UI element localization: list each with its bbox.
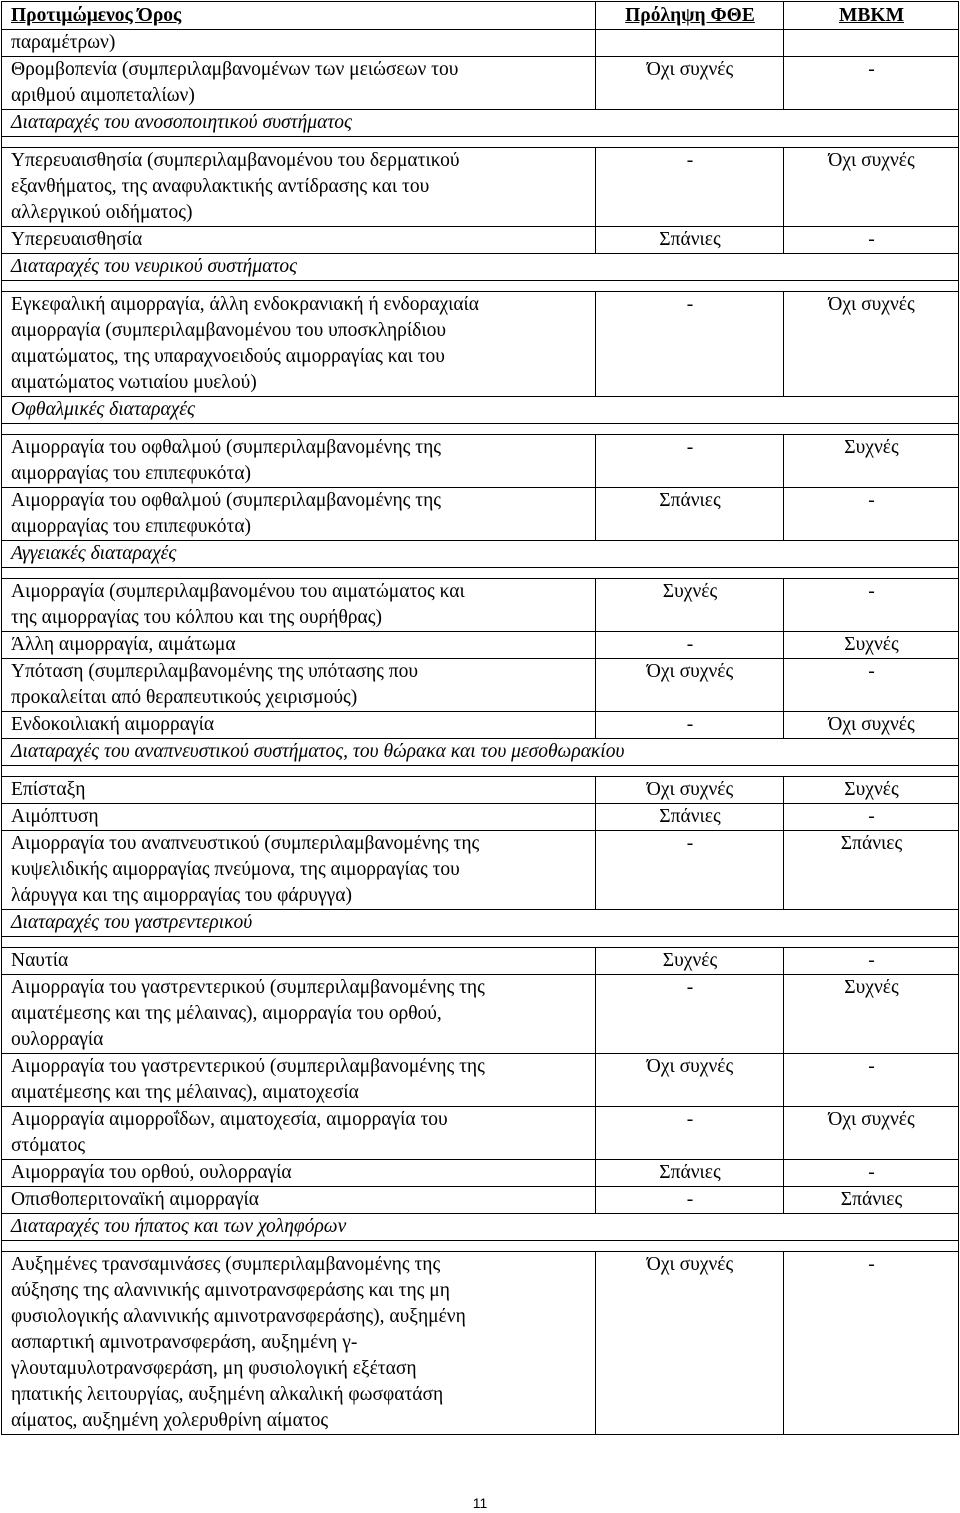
preferred-term-cell: Υπερευαισθησία [2, 227, 596, 254]
mbkm-frequency-cell: - [784, 948, 959, 975]
mbkm-frequency-cell: Συχνές [784, 632, 959, 659]
table-row [2, 30, 959, 57]
spacer-row [2, 424, 959, 435]
prevention-frequency-cell: Όχι συχνές [596, 659, 784, 712]
mbkm-frequency-cell: Όχι συχνές [784, 292, 959, 397]
spacer-cell [2, 568, 959, 579]
mbkm-frequency-cell: Συχνές [784, 975, 959, 1054]
prevention-frequency-cell: Συχνές [596, 579, 784, 632]
preferred-term-cell: Αιμορραγία του γαστρεντερικού (συμπεριλαμβανομένης της αιματέμεσης και της μέλαινας), αιμορραγία του ορθού, ουλορραγία [2, 975, 596, 1054]
preferred-term-cell: Ναυτία [2, 948, 596, 975]
mbkm-frequency-cell: - [784, 1054, 959, 1107]
page-number: 11 [472, 1495, 488, 1511]
prevention-frequency-cell: Σπάνιες [596, 1160, 784, 1187]
prevention-frequency-cell: - [596, 148, 784, 227]
section-heading-row [2, 397, 959, 424]
adverse-reactions-table [1, 1, 959, 1435]
spacer-row [2, 937, 959, 948]
section-heading: Διαταραχές του νευρικού συστήματος [2, 254, 959, 281]
mbkm-frequency-cell: Συχνές [784, 777, 959, 804]
mbkm-frequency-cell: - [784, 57, 959, 110]
preferred-term-cell: Υπερευαισθησία (συμπεριλαμβανομένου του δερματικού εξανθήματος, της αναφυλακτικής αντίδρασης και του αλλεργικού οιδήματος) [2, 148, 596, 227]
table-header-row [2, 2, 959, 30]
prevention-frequency-cell: Συχνές [596, 948, 784, 975]
spacer-row [2, 281, 959, 292]
prevention-frequency-cell: - [596, 1187, 784, 1214]
prevention-frequency-cell: - [596, 975, 784, 1054]
preferred-term-cell: Επίσταξη [2, 777, 596, 804]
header-mbkm: ΜΒΚΜ [784, 2, 959, 30]
preferred-term-cell: Οπισθοπεριτοναϊκή αιμορραγία [2, 1187, 596, 1214]
spacer-row [2, 1241, 959, 1252]
mbkm-frequency-cell: - [784, 579, 959, 632]
prevention-frequency-cell: Σπάνιες [596, 804, 784, 831]
table-row [2, 975, 959, 1054]
preferred-term-cell: Αιμορραγία του οφθαλμού (συμπεριλαμβανομένης της αιμορραγίας του επιπεφυκότα) [2, 435, 596, 488]
preferred-term-cell: Θρομβοπενία (συμπεριλαμβανομένων των μειώσεων του αριθμού αιμοπεταλίων) [2, 57, 596, 110]
preferred-term-cell: Αιμορραγία του οφθαλμού (συμπεριλαμβανομένης της αιμορραγίας του επιπεφυκότα) [2, 488, 596, 541]
table-row [2, 804, 959, 831]
table-row [2, 292, 959, 397]
spacer-cell [2, 424, 959, 435]
preferred-term-cell: Εγκεφαλική αιμορραγία, άλλη ενδοκρανιακή ή ενδοραχιαία αιμορραγία (συμπεριλαμβανομένου του υποσκληρίδιου αιματώματος, της υπαραχνοειδούς αιμορραγίας και του αιματώματος νωτιαίου μυελού) [2, 292, 596, 397]
table-row [2, 579, 959, 632]
preferred-term-cell: Ενδοκοιλιακή αιμορραγία [2, 712, 596, 739]
section-heading-row [2, 1214, 959, 1241]
prevention-frequency-cell [596, 30, 784, 57]
spacer-cell [2, 1241, 959, 1252]
table-row [2, 632, 959, 659]
table-row [2, 1107, 959, 1160]
mbkm-frequency-cell: - [784, 227, 959, 254]
mbkm-frequency-cell: Όχι συχνές [784, 712, 959, 739]
section-heading-row [2, 910, 959, 937]
header-preferred-term: Προτιμώμενος Όρος [2, 2, 596, 30]
preferred-term-cell: Αιμορραγία αιμορροΐδων, αιματοχεσία, αιμορραγία του στόματος [2, 1107, 596, 1160]
table-row [2, 488, 959, 541]
mbkm-frequency-cell: Σπάνιες [784, 1187, 959, 1214]
table-row [2, 831, 959, 910]
section-heading-row [2, 110, 959, 137]
mbkm-frequency-cell: Όχι συχνές [784, 148, 959, 227]
section-heading: Διαταραχές του ανοσοποιητικού συστήματος [2, 110, 959, 137]
spacer-row [2, 766, 959, 777]
section-heading-row [2, 739, 959, 766]
section-heading: Οφθαλμικές διαταραχές [2, 397, 959, 424]
mbkm-frequency-cell: - [784, 659, 959, 712]
table-row [2, 777, 959, 804]
prevention-frequency-cell: Όχι συχνές [596, 777, 784, 804]
preferred-term-cell: Αιμορραγία (συμπεριλαμβανομένου του αιματώματος και της αιμορραγίας του κόλπου και της ουρήθρας) [2, 579, 596, 632]
mbkm-frequency-cell: - [784, 804, 959, 831]
table-row [2, 1054, 959, 1107]
table-row [2, 227, 959, 254]
prevention-frequency-cell: - [596, 831, 784, 910]
header-prevention: Πρόληψη ΦΘΕ [596, 2, 784, 30]
preferred-term-cell: Υπόταση (συμπεριλαμβανομένης της υπότασης που προκαλείται από θεραπευτικούς χειρισμούς) [2, 659, 596, 712]
spacer-row [2, 568, 959, 579]
table-row [2, 1187, 959, 1214]
preferred-term-cell: παραμέτρων) [2, 30, 596, 57]
section-heading-row [2, 541, 959, 568]
table-row [2, 659, 959, 712]
preferred-term-cell: Αιμορραγία του αναπνευστικού (συμπεριλαμβανομένης της κυψελιδικής αιμορραγίας πνεύμονα, της αιμορραγίας του λάρυγγα και της αιμορραγίας του φάρυγγα) [2, 831, 596, 910]
mbkm-frequency-cell: Συχνές [784, 435, 959, 488]
table-body [2, 2, 959, 1435]
table-row [2, 1160, 959, 1187]
section-heading: Διαταραχές του αναπνευστικού συστήματος, του θώρακα και του μεσοθωρακίου [2, 739, 959, 766]
mbkm-frequency-cell: Όχι συχνές [784, 1107, 959, 1160]
mbkm-frequency-cell: - [784, 488, 959, 541]
preferred-term-cell: Αυξημένες τρανσαμινάσες (συμπεριλαμβανομένης της αύξησης της αλανινικής αμινοτρανσφεράσης και της μη φυσιολογικής αλανινικής αμινοτρανσφεράσης), αυξημένη ασπαρτική αμινοτρανσφεράση, αυξημένη γ- γλουταμυλοτρανσφεράση, μη φυσιολογική εξέταση ηπατικής λειτουργίας, αυξημένη αλκαλική φωσφατάση αίματος, αυξημένη χολερυθρίνη αίματος [2, 1252, 596, 1435]
preferred-term-cell: Άλλη αιμορραγία, αιμάτωμα [2, 632, 596, 659]
mbkm-frequency-cell: - [784, 1252, 959, 1435]
spacer-cell [2, 137, 959, 148]
mbkm-frequency-cell [784, 30, 959, 57]
table-row [2, 948, 959, 975]
spacer-cell [2, 766, 959, 777]
prevention-frequency-cell: - [596, 712, 784, 739]
prevention-frequency-cell: Όχι συχνές [596, 57, 784, 110]
prevention-frequency-cell: Σπάνιες [596, 227, 784, 254]
prevention-frequency-cell: - [596, 1107, 784, 1160]
preferred-term-cell: Αιμόπτυση [2, 804, 596, 831]
mbkm-frequency-cell: Σπάνιες [784, 831, 959, 910]
table-row [2, 712, 959, 739]
spacer-cell [2, 281, 959, 292]
table-row [2, 1252, 959, 1435]
section-heading-row [2, 254, 959, 281]
prevention-frequency-cell: Όχι συχνές [596, 1054, 784, 1107]
table-row [2, 57, 959, 110]
section-heading: Διαταραχές του ήπατος και των χοληφόρων [2, 1214, 959, 1241]
preferred-term-cell: Αιμορραγία του γαστρεντερικού (συμπεριλαμβανομένης της αιματέμεσης και της μέλαινας), αιματοχεσία [2, 1054, 596, 1107]
prevention-frequency-cell: Όχι συχνές [596, 1252, 784, 1435]
section-heading: Αγγειακές διαταραχές [2, 541, 959, 568]
prevention-frequency-cell: - [596, 292, 784, 397]
spacer-row [2, 137, 959, 148]
table-row [2, 435, 959, 488]
preferred-term-cell: Αιμορραγία του ορθού, ουλορραγία [2, 1160, 596, 1187]
table-row [2, 148, 959, 227]
prevention-frequency-cell: Σπάνιες [596, 488, 784, 541]
section-heading: Διαταραχές του γαστρεντερικού [2, 910, 959, 937]
mbkm-frequency-cell: - [784, 1160, 959, 1187]
spacer-cell [2, 937, 959, 948]
prevention-frequency-cell: - [596, 632, 784, 659]
prevention-frequency-cell: - [596, 435, 784, 488]
